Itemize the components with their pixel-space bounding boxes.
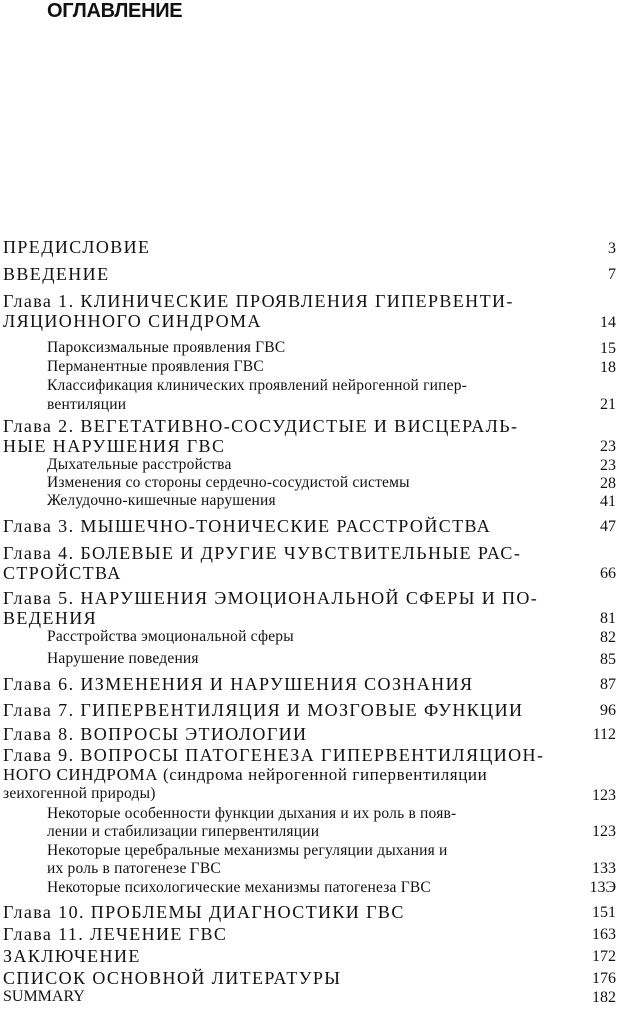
toc-page-number: 3 — [608, 240, 616, 257]
toc-entry-chapter-5: Глава 5. НАРУШЕНИЯ ЭМОЦИОНАЛЬНОЙ СФЕРЫ И ПО- — [3, 588, 539, 608]
toc-entry-section: Желудочно-кишечные нарушения — [47, 492, 276, 509]
toc-page-number: 15 — [600, 340, 616, 357]
toc-entry-chapter-10: Глава 10. ПРОБЛЕМЫ ДИАГНОСТИКИ ГВС — [3, 902, 405, 922]
toc-entry-section: Расстройства эмоциональной сферы — [47, 628, 294, 645]
toc-entry-section-cont: их роль в патогенезе ГВС — [47, 860, 221, 877]
toc-entry-section-cont: вентиляции — [47, 396, 127, 413]
toc-page-number: 85 — [600, 651, 616, 668]
toc-page-number: 133 — [592, 860, 616, 877]
toc-page-number: 96 — [600, 702, 616, 719]
toc-page-number: 112 — [592, 726, 616, 743]
toc-entry-chapter-3: Глава 3. МЫШЕЧНО-ТОНИЧЕСКИЕ РАССТРОЙСТВА — [3, 516, 492, 536]
toc-entry-chapter-9-cont: зеихогенной природы) — [3, 785, 156, 802]
toc-page-number: 151 — [592, 904, 616, 921]
toc-page-number: 21 — [600, 396, 616, 413]
toc-entry-chapter-11: Глава 11. ЛЕЧЕНИЕ ГВС — [3, 924, 228, 944]
toc-entry-conclusion: ЗАКЛЮЧЕНИЕ — [3, 946, 141, 966]
toc-page-number: 176 — [592, 970, 616, 987]
toc-page-number: 23 — [600, 438, 616, 455]
page-title: ОГЛАВЛЕНИЕ — [47, 0, 183, 22]
toc-page-number: 81 — [600, 610, 616, 627]
toc-entry-section-cont: лении и стабилизации гипервентиляции — [47, 823, 320, 840]
toc-entry-chapter-4: Глава 4. БОЛЕВЫЕ И ДРУГИЕ ЧУВСТВИТЕЛЬНЫЕ РАС- — [3, 543, 522, 563]
toc-page-number: 23 — [600, 457, 616, 474]
toc-page-number: 13Э — [589, 879, 616, 896]
toc-entry-section: Некоторые психологические механизмы патогенеза ГВС — [47, 879, 431, 896]
toc-entry-chapter-1-cont: ЛЯЦИОННОГО СИНДРОМА — [3, 311, 262, 331]
toc-entry-chapter-6: Глава 6. ИЗМЕНЕНИЯ И НАРУШЕНИЯ СОЗНАНИЯ — [3, 674, 474, 694]
toc-entry-chapter-5-cont: ВЕДЕНИЯ — [3, 608, 98, 628]
toc-page-number: 123 — [592, 823, 616, 840]
toc-page-number: 163 — [592, 926, 616, 943]
toc-entry-chapter-4-cont: СТРОЙСТВА — [3, 563, 122, 583]
toc-entry-chapter-7: Глава 7. ГИПЕРВЕНТИЛЯЦИЯ И МОЗГОВЫЕ ФУНКЦИИ — [3, 700, 524, 720]
toc-entry-section: Изменения со стороны сердечно-сосудистой системы — [47, 474, 410, 491]
toc-page-number: 82 — [600, 629, 616, 646]
toc-entry-chapter-2: Глава 2. ВЕГЕТАТИВНО-СОСУДИСТЫЕ И ВИСЦЕРАЛЬ- — [3, 416, 519, 436]
toc-entry-section: Некоторые церебральные механизмы регуляции дыхания и — [47, 842, 448, 859]
toc-page-number: 41 — [600, 493, 616, 510]
toc-page-number: 14 — [600, 314, 616, 331]
toc-entry-section: Дыхательные расстройства — [47, 456, 232, 473]
toc-entry-chapter-9-cont: НОГО СИНДРОМА (синдрома нейрогенной гипервентиляции — [3, 765, 488, 784]
toc-entry-section: Пароксизмальные проявления ГВС — [47, 339, 286, 356]
toc-entry-section: Классификация клинических проявлений нейрогенной гипер- — [47, 377, 468, 394]
toc-page-number: 7 — [608, 266, 616, 283]
toc-entry-section: Некоторые особенности функции дыхания и их роль в появ- — [47, 805, 457, 822]
toc-page-number: 172 — [592, 948, 616, 965]
toc-page-number: 47 — [600, 518, 616, 535]
toc-entry-chapter-8: Глава 8. ВОПРОСЫ ЭТИОЛОГИИ — [3, 724, 308, 744]
toc-page-number: 18 — [600, 359, 616, 376]
toc-entry-preface: ПРЕДИСЛОВИЕ — [3, 237, 151, 257]
toc-entry-chapter-2-cont: НЫЕ НАРУШЕНИЯ ГВС — [3, 436, 226, 456]
toc-entry-introduction: ВВЕДЕНИЕ — [3, 264, 110, 284]
toc-entry-section: Перманентные проявления ГВС — [47, 358, 264, 375]
toc-page-number: 66 — [600, 565, 616, 582]
toc-page-number: 28 — [600, 475, 616, 492]
toc-page-number: 123 — [592, 787, 616, 804]
toc-page-number: 182 — [592, 989, 616, 1006]
toc-page-number: 87 — [600, 676, 616, 693]
toc-entry-summary: SUMMARY — [3, 988, 85, 1005]
toc-entry-chapter-1: Глава 1. КЛИНИЧЕСКИЕ ПРОЯВЛЕНИЯ ГИПЕРВЕНТИ- — [3, 291, 514, 311]
toc-entry-section: Нарушение поведения — [47, 650, 199, 667]
toc-entry-chapter-9: Глава 9. ВОПРОСЫ ПАТОГЕНЕЗА ГИПЕРВЕНТИЛЯЦИОН- — [3, 745, 545, 765]
toc-entry-bibliography: СПИСОК ОСНОВНОЙ ЛИТЕРАТУРЫ — [3, 968, 342, 988]
